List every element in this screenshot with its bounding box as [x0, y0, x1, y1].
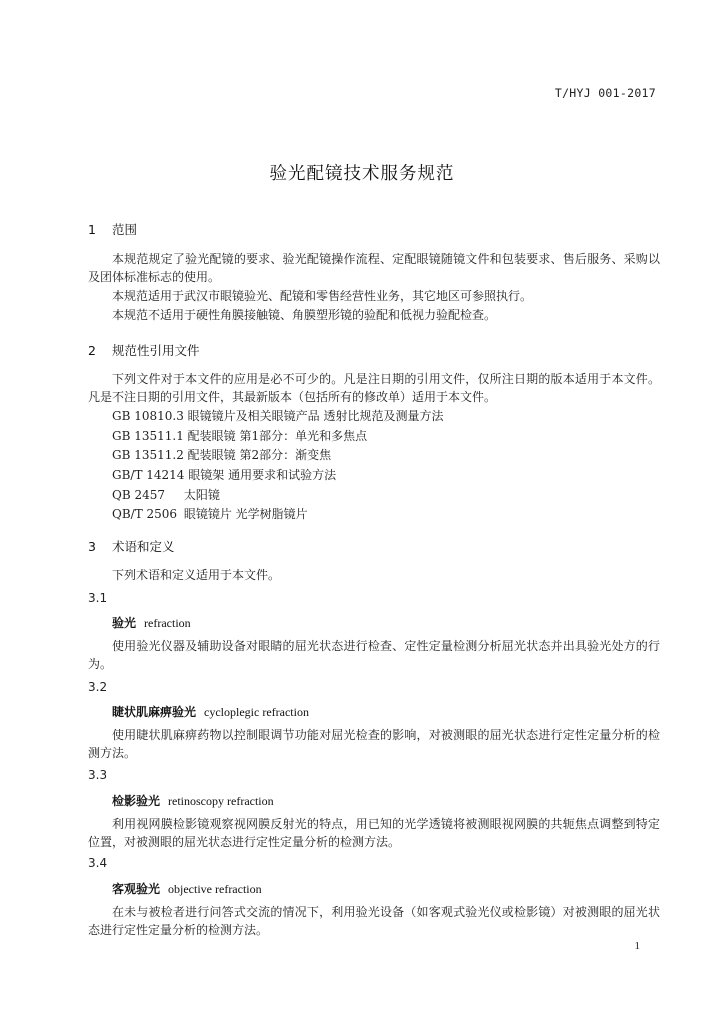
reference-item	[112, 486, 220, 503]
term-zh: 睫状肌麻痹验光	[112, 705, 197, 719]
term-en: objective refraction	[168, 882, 262, 896]
reference-name: 配装眼镜 第1部分：单光和多焦点	[187, 429, 368, 443]
section-2-number: 2	[88, 343, 96, 358]
reference-name: 太阳镜	[183, 488, 220, 502]
reference-code: QB/T 2506	[112, 507, 178, 521]
section-1-title: 范围	[111, 222, 137, 237]
section-1-paragraph-3: 本规范不适用于硬性角膜接触镜、角膜塑形镜的验配和低视力验配检查。	[112, 308, 497, 322]
term-definition: 利用视网膜检影镜观察视网膜反射光的特点，用已知的光学透镜将被测眼视网膜的共轭焦点调整到特定位置，对被测眼的屈光状态进行定性定量分析的检测方法。	[88, 817, 660, 849]
section-2-heading	[88, 341, 200, 359]
section-3-number: 3	[88, 539, 96, 554]
page-number: 1	[634, 940, 640, 952]
term-en: refraction	[144, 616, 191, 630]
reference-code: GB 13511.2	[112, 448, 184, 462]
term-title	[112, 614, 191, 631]
reference-name: 配装眼镜 第2部分：渐变焦	[187, 448, 332, 462]
term-en: retinoscopy refraction	[168, 794, 274, 808]
section-1-paragraph-2: 本规范适用于武汉市眼镜验光、配镜和零售经营性业务，其它地区可参照执行。	[112, 289, 533, 303]
reference-code: QB 2457	[112, 488, 166, 502]
reference-code: GB 10810.3	[112, 409, 184, 423]
term-en: cycloplegic refraction	[204, 705, 309, 719]
term-zh: 验光	[112, 616, 137, 630]
reference-item	[112, 427, 367, 444]
term-number: 3.2	[88, 680, 108, 694]
section-3-heading	[88, 537, 175, 555]
term-definition: 在未与被检者进行问答式交流的情况下，利用验光设备（如客观式验光仪或检影镜）对被测眼的屈光状态进行定性定量分析的检测方法。	[88, 905, 660, 937]
reference-item	[112, 505, 308, 522]
section-1-heading	[88, 220, 137, 238]
term-definition: 使用验光仪器及辅助设备对眼睛的屈光状态进行检查、定性定量检测分析屈光状态并出具验光处方的行为。	[88, 639, 660, 671]
reference-name: 眼镜镜片 光学树脂镜片	[183, 507, 308, 521]
term-zh: 检影验光	[112, 794, 161, 808]
term-number: 3.1	[88, 591, 108, 605]
section-2-intro: 下列文件对于本文件的应用是必不可少的。凡是注日期的引用文件，仅所注日期的版本适用于本文件。凡是不注日期的引用文件，其最新版本（包括所有的修改单）适用于本文件。	[88, 372, 660, 404]
reference-item	[112, 407, 444, 424]
term-zh: 客观验光	[112, 882, 161, 896]
standard-code: T/HYJ 001-2017	[554, 86, 656, 100]
reference-item	[112, 466, 336, 483]
section-1-paragraph-1: 本规范规定了验光配镜的要求、验光配镜操作流程、定配眼镜随镜文件和包装要求、售后服务、采购以及团体标准标志的使用。	[88, 252, 660, 284]
section-3-title: 术语和定义	[111, 539, 175, 554]
section-3-intro: 下列术语和定义适用于本文件。	[112, 568, 281, 582]
term-definition: 使用睫状肌麻痹药物以控制眼调节功能对屈光检查的影响，对被测眼的屈光状态进行定性定量分析的检测方法。	[88, 728, 660, 760]
term-number: 3.3	[88, 768, 108, 782]
reference-code: GB/T 14214	[112, 468, 185, 482]
document-title: 验光配镜技术服务规范	[269, 164, 455, 184]
term-number: 3.4	[88, 856, 108, 870]
reference-name: 眼镜镜片及相关眼镜产品 透射比规范及测量方法	[187, 409, 444, 423]
section-1-number: 1	[88, 222, 96, 237]
term-title	[112, 703, 309, 720]
term-title	[112, 880, 262, 897]
section-2-title: 规范性引用文件	[111, 343, 200, 358]
term-title	[112, 792, 274, 809]
reference-item	[112, 446, 331, 463]
reference-code: GB 13511.1	[112, 429, 184, 443]
reference-name: 眼镜架 通用要求和试验方法	[188, 468, 337, 482]
